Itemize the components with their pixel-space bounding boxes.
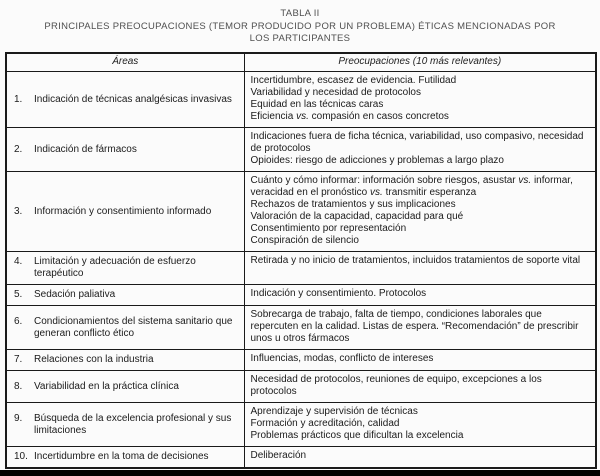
concern-line: Influencias, modas, conflicto de intereses: [250, 353, 434, 364]
area-label: Información y consentimiento informado: [34, 205, 212, 217]
area-number: 6.: [14, 315, 23, 327]
table-row: [6, 285, 596, 306]
concern-line: Necesidad de protocolos, reuniones de equipo, excepciones a los protocolos: [250, 374, 542, 397]
area-cell: [6, 285, 244, 306]
table-caption: [40, 8, 560, 45]
concern-line: Incertidumbre, escasez de evidencia. Futilidad: [250, 75, 457, 86]
concerns-cell: [244, 403, 596, 447]
bottom-rule: [0, 470, 600, 476]
concerns-cell: [244, 306, 596, 350]
concern-line: Eficiencia vs. compasión en casos concretos: [250, 111, 449, 122]
concern-line: Consentimiento por representación: [250, 223, 407, 234]
area-label: Condicionamientos del sistema sanitario que generan conflicto ético: [34, 315, 233, 339]
table-row: [6, 403, 596, 447]
table-row: [6, 350, 596, 371]
area-cell: [6, 447, 244, 469]
concerns-table: [5, 52, 597, 469]
concern-line: Aprendizaje y supervisión de técnicas: [250, 406, 418, 417]
area-number: 1.: [14, 93, 23, 105]
concern-line: Opioides: riesgo de adicciones y problemas a largo plazo: [250, 155, 504, 166]
area-label: Indicación de fármacos: [34, 143, 137, 155]
area-cell: [6, 128, 244, 172]
area-cell: [6, 371, 244, 403]
concern-line: Formación y acreditación, calidad: [250, 418, 400, 429]
concern-line: Sobrecarga de trabajo, falta de tiempo, condiciones laborales que repercuten en la calidad. Listas de espera. “Recomendación” de prescribir unos u otros fármacos: [250, 309, 579, 344]
header-areas: Áreas: [6, 53, 244, 72]
table-row: [6, 72, 596, 128]
area-number: 4.: [14, 256, 23, 267]
concern-line: Rechazos de tratamientos y sus implicaciones: [250, 199, 456, 210]
concern-line: Indicación y consentimiento. Protocolos: [250, 288, 427, 299]
area-cell: [6, 72, 244, 128]
area-cell: [6, 252, 244, 285]
concern-line: Problemas prácticos que dificultan la excelencia: [250, 430, 464, 441]
area-cell: [6, 172, 244, 252]
area-label: Relaciones con la industria: [34, 354, 154, 365]
area-number: 5.: [14, 289, 23, 300]
concern-line: Equidad en las técnicas caras: [250, 99, 384, 110]
concerns-cell: [244, 371, 596, 403]
area-number: 3.: [14, 205, 23, 217]
table-row: [6, 371, 596, 403]
concerns-cell: [244, 447, 596, 469]
area-number: 9.: [14, 412, 23, 424]
area-cell: [6, 403, 244, 447]
area-cell: [6, 350, 244, 371]
concerns-cell: [244, 172, 596, 252]
area-number: 2.: [14, 143, 23, 155]
concerns-cell: [244, 350, 596, 371]
concerns-cell: [244, 128, 596, 172]
area-label: Limitación y adecuación de esfuerzo terapéutico: [34, 256, 196, 279]
area-cell: [6, 306, 244, 350]
concerns-cell: [244, 285, 596, 306]
concern-line: Retirada y no inicio de tratamientos, incluidos tratamientos de soporte vital: [250, 255, 581, 266]
table-row: [6, 128, 596, 172]
area-label: Indicación de técnicas analgésicas invasivas: [34, 93, 232, 105]
table-number: TABLA II: [280, 8, 320, 19]
area-label: Búsqueda de la excelencia profesional y sus limitaciones: [34, 412, 232, 436]
table-row: [6, 252, 596, 285]
concern-line: Cuánto y cómo informar: información sobre riesgos, asustar vs. informar, veracidad en el pronóstico vs. transmitir esperanza: [250, 175, 573, 198]
header-concerns: Preocupaciones (10 más relevantes): [244, 53, 596, 72]
header-row: [6, 53, 596, 72]
concern-line: Indicaciones fuera de ficha técnica, variabilidad, uso compasivo, necesidad de protocolos: [250, 131, 584, 154]
area-number: 10.: [14, 451, 28, 462]
area-number: 8.: [14, 380, 23, 392]
concerns-cell: [244, 252, 596, 285]
table-title: PRINCIPALES PREOCUPACIONES (TEMOR PRODUCIDO POR UN PROBLEMA) ÉTICAS MENCIONADAS POR LOS PARTICIPANTES: [44, 21, 556, 44]
concern-line: Deliberación: [250, 450, 307, 461]
table-row: [6, 447, 596, 469]
area-label: Variabilidad en la práctica clínica: [34, 380, 179, 392]
area-number: 7.: [14, 354, 23, 365]
area-label: Incertidumbre en la toma de decisiones: [34, 451, 209, 462]
concern-line: Conspiración de silencio: [250, 235, 359, 246]
area-label: Sedación paliativa: [34, 289, 116, 300]
table-row: [6, 172, 596, 252]
table-row: [6, 306, 596, 350]
table-body: [6, 72, 596, 469]
concern-line: Variabilidad y necesidad de protocolos: [250, 87, 421, 98]
concerns-cell: [244, 72, 596, 128]
concern-line: Valoración de la capacidad, capacidad para qué: [250, 211, 464, 222]
